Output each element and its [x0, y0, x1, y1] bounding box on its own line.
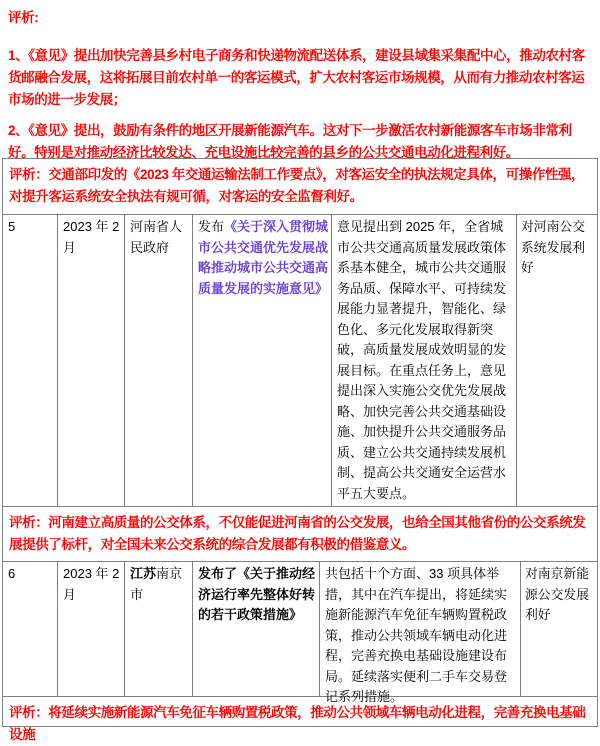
document-title-cell: [193, 215, 332, 506]
impact-cell: 对南京新能源公交发展利好: [525, 566, 589, 622]
table-row-6: [3, 562, 597, 704]
commentary-point-2: 2、《意见》提出，鼓励有条件的地区开展新能源汽车。这对下一步激活农村新能源客车市场非常利好。特别是对推动经济比较发达、充电设施比较完善的县乡的公共交通电动化进程利好。: [8, 123, 572, 160]
content-summary-cell: 共包括十个方面、33 项具体举措，其中在汽车提出，将延续实施新能源汽车免征车辆购置税政策，推动公共领域车辆电动化进程，完善充换电基础设施建设布局。延续落实便利二手车交易登记系列措施。: [320, 562, 521, 696]
row-number-cell: 6: [3, 562, 58, 696]
impact-cell: 对河南公交系统发展利好: [521, 219, 585, 275]
policy-document-link[interactable]: 《关于深入贯彻城市公共交通优先发展战略推动城市公共交通高质量发展的实施意见》: [198, 219, 329, 296]
date-cell: 2023 年 2 月: [58, 562, 125, 696]
table-row-5: [3, 215, 597, 507]
top-commentary-section: [0, 0, 600, 158]
content-summary-cell: 意见提出到 2025 年，全省城市公共交通高质量发展政策体系基本健全，城市公共交通服务品质、保障水平、可持续发展能力显著提升，智能化、绿色化、多元化发展取得新突破，高质量发展成效明显的发展目标。在重点任务上，意见提出深入实施公交优先发展战略、加快完善公共交通基础设施、加快提升公共交通服务品质、建立公共交通持续发展机制、提高公共交通安全运营水平五大要点。: [332, 215, 517, 506]
row-number-cell: 5: [3, 215, 58, 506]
commentary-row-transport-ministry: [3, 159, 597, 215]
date-cell: 2023 年 2 月: [58, 215, 125, 506]
document-title-cell: 发布了《关于推动经济运行率先整体好转的若干政策措施》: [193, 562, 320, 696]
commentary-row-henan: [3, 507, 597, 562]
policy-table: [2, 158, 598, 742]
commentary-text: 评析：河南建立高质量的公交体系，不仅能促进河南省的公交发展，也给全国其他省份的公交系统发展提供了标杆，对全国未来公交系统的综合发展都有积极的借鉴意义。: [9, 515, 586, 552]
commentary-row-nanjing: [3, 697, 597, 742]
issuer-cell: 河南省人民政府: [125, 215, 193, 506]
commentary-text: 评析：将延续实施新能源汽车免征车辆购置税政策，推动公共领域车辆电动化进程，完善充换电基础设施: [9, 705, 586, 742]
action-prefix: 发布: [198, 219, 225, 234]
issuer-cell: [125, 562, 193, 696]
issuer-city: 南京市: [130, 566, 183, 602]
commentary-point-1: 1、《意见》提出加快完善县乡村电子商务和快递物流配送体系，建设县域集采集配中心，推动农村客货邮融合发展，这将拓展目前农村单一的客运模式，扩大农村客运市场规模，从而有力推动农村客运市场的进一步发展；: [8, 48, 585, 107]
commentary-label: 评析:: [8, 10, 39, 25]
commentary-text: 评析：交通部印发的《2023 年交通运输法制工作要点》，对客运安全的执法规定具体，可操作性强，对提升客运系统安全执法有规可循，对客运的安全监督利好。: [9, 167, 585, 204]
issuer-province: 江苏: [130, 566, 157, 581]
